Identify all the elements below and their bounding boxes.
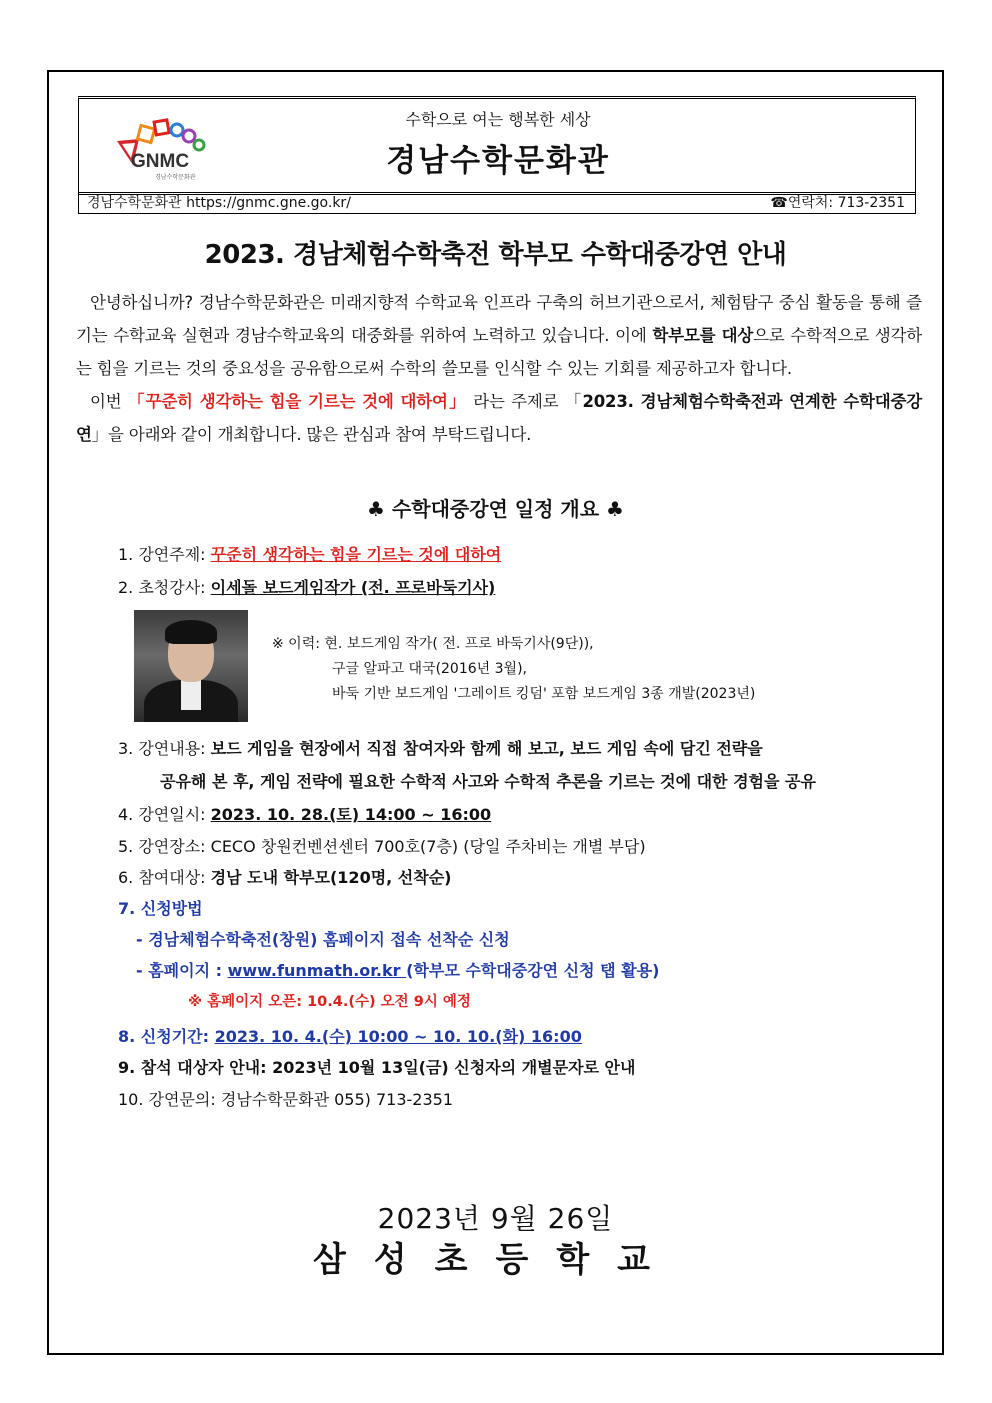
document-date: 2023년 9월 26일 <box>377 1202 614 1235</box>
letterhead-info-bar <box>78 192 916 214</box>
section-title: ♣ 수학대중강연 일정 개요 ♣ <box>367 497 624 521</box>
item-datetime: 4. 강연일시: 2023. 10. 28.(토) 14:00 ~ 16:00 <box>118 805 492 824</box>
career-line: ※ 이력: 현. 보드게임 작가( 전. 프로 바둑기사(9단)), <box>272 636 594 652</box>
item-audience: 6. 참여대상: 경남 도내 학부모(120명, 선착순) <box>118 868 452 887</box>
intro-text <box>76 286 922 451</box>
document-title: 2023. 경남체험수학축전 학부모 수학대중강연 안내 <box>204 240 787 270</box>
item-apply-method-2: - 홈페이지 : www.funmath.or.kr (학부모 수학대중강연 신청 탭 활용) <box>136 961 660 980</box>
item-apply-method-1: - 경남체험수학축전(창원) 홈페이지 접속 선착순 신청 <box>136 930 510 949</box>
item-content: 3. 강연내용: 보드 게임을 현장에서 직접 참여자와 함께 해 보고, 보드 게임 속에 담긴 전략을 <box>118 739 763 758</box>
org-name: 경남수학문화관 <box>386 143 610 179</box>
item-notice: 9. 참석 대상자 안내: 2023년 10월 13일(금) 신청자의 개별문자로 안내 <box>118 1058 636 1077</box>
speaker-career <box>272 632 755 707</box>
intro-paragraph-1: 안녕하십니까? 경남수학문화관은 미래지향적 수학교육 인프라 구축의 허브기관으로서, 체험탐구 중심 활동을 통해 즐기는 수학교육 실현과 경남수학교육의 대중화를 위하여 노력하고 있습니다. 이에 학부모를 대상으로 수학적으로 생각하는 힘을 기르는 것의 중요성을 공유함으로써 수학의 쓸모를 인식할 수 있는 기회를 제공하고자 합니다. <box>76 293 922 378</box>
school-name: 삼성초등학교 <box>312 1240 679 1280</box>
item-topic: 1. 강연주제: 꾸준히 생각하는 힘을 기르는 것에 대하여 <box>118 545 502 564</box>
site-url[interactable]: 경남수학문화관 https://gnmc.gne.go.kr/ <box>87 195 351 211</box>
item-content-line2: 공유해 본 후, 게임 전략에 필요한 수학적 사고와 수학적 추론을 기르는 것에 대한 경험을 공유 <box>160 772 816 791</box>
homepage-link[interactable]: www.funmath.or.kr <box>227 961 407 980</box>
logo-text: GNMC <box>131 151 190 172</box>
item-speaker: 2. 초청강사: 이세돌 보드게임작가 (전. 프로바둑기사) <box>118 578 496 597</box>
item-apply-method: 7. 신청방법 <box>118 899 203 918</box>
item-apply-period: 8. 신청기간: 2023. 10. 4.(수) 10:00 ~ 10. 10.(화) 16:00 <box>118 1027 582 1046</box>
intro-paragraph-2: 이번 「꾸준히 생각하는 힘을 기르는 것에 대하여」 라는 주제로 「2023. 경남체험수학축전과 연계한 수학대중강연」을 아래와 같이 개최합니다. 많은 관심과 참여 부탁드립니다. <box>76 392 923 444</box>
career-line: 바둑 기반 보드게임 '그레이트 킹덤' 포함 보드게임 3종 개발(2023년) <box>332 686 756 702</box>
item-inquiry: 10. 강연문의: 경남수학문화관 055) 713-2351 <box>118 1090 454 1109</box>
letterhead-top <box>78 96 916 194</box>
career-line: 구글 알파고 대국(2016년 3월), <box>332 661 527 677</box>
logo-subtext: 경남수학문화관 <box>155 174 196 181</box>
contact-phone: ☎연락처: 713-2351 <box>770 195 905 211</box>
homepage-open-note: ※ 홈페이지 오픈: 10.4.(수) 오전 9시 예정 <box>188 994 471 1010</box>
speaker-photo <box>134 610 248 722</box>
slogan: 수학으로 여는 행복한 세상 <box>405 110 591 129</box>
letterhead <box>78 96 916 216</box>
item-venue: 5. 강연장소: CECO 창원컨벤션센터 700호(7층) (당일 주차비는 개별 부담) <box>118 837 646 856</box>
